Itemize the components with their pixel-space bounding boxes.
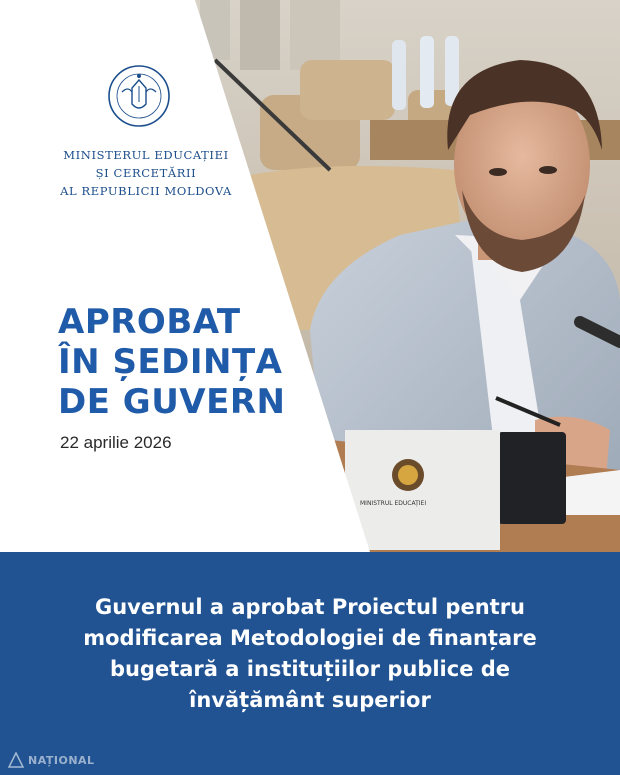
announcement-banner bbox=[0, 552, 620, 775]
headline-line: DE GUVERN bbox=[58, 382, 286, 422]
ministry-name bbox=[56, 146, 236, 200]
announcement-line: modificarea Metodologiei de finanțare bbox=[83, 626, 537, 650]
announcement-line: învățământ superior bbox=[189, 688, 431, 712]
ministry-line: MINISTERUL EDUCAȚIEI bbox=[63, 148, 229, 162]
headline-line: APROBAT bbox=[58, 302, 241, 342]
ministry-line: AL REPUBLICII MOLDOVA bbox=[60, 184, 232, 198]
nameplate-label: MINISTRUL EDUCAȚIEI bbox=[360, 500, 427, 507]
approval-date: 22 aprilie 2026 bbox=[60, 433, 172, 452]
watermark bbox=[8, 750, 95, 770]
watermark-text: NAȚIONAL bbox=[28, 753, 95, 767]
ministry-line: ȘI CERCETĂRII bbox=[95, 166, 197, 180]
announcement-text bbox=[20, 592, 600, 716]
watermark-icon bbox=[8, 752, 24, 768]
announcement-line: bugetară a instituțiilor publice de bbox=[109, 657, 511, 681]
headline bbox=[58, 302, 285, 422]
headline-line: ÎN ȘEDINȚA bbox=[58, 342, 283, 382]
announcement-line: Guvernul a aprobat Proiectul pentru bbox=[94, 595, 526, 619]
coat-of-arms-seal bbox=[106, 56, 172, 136]
